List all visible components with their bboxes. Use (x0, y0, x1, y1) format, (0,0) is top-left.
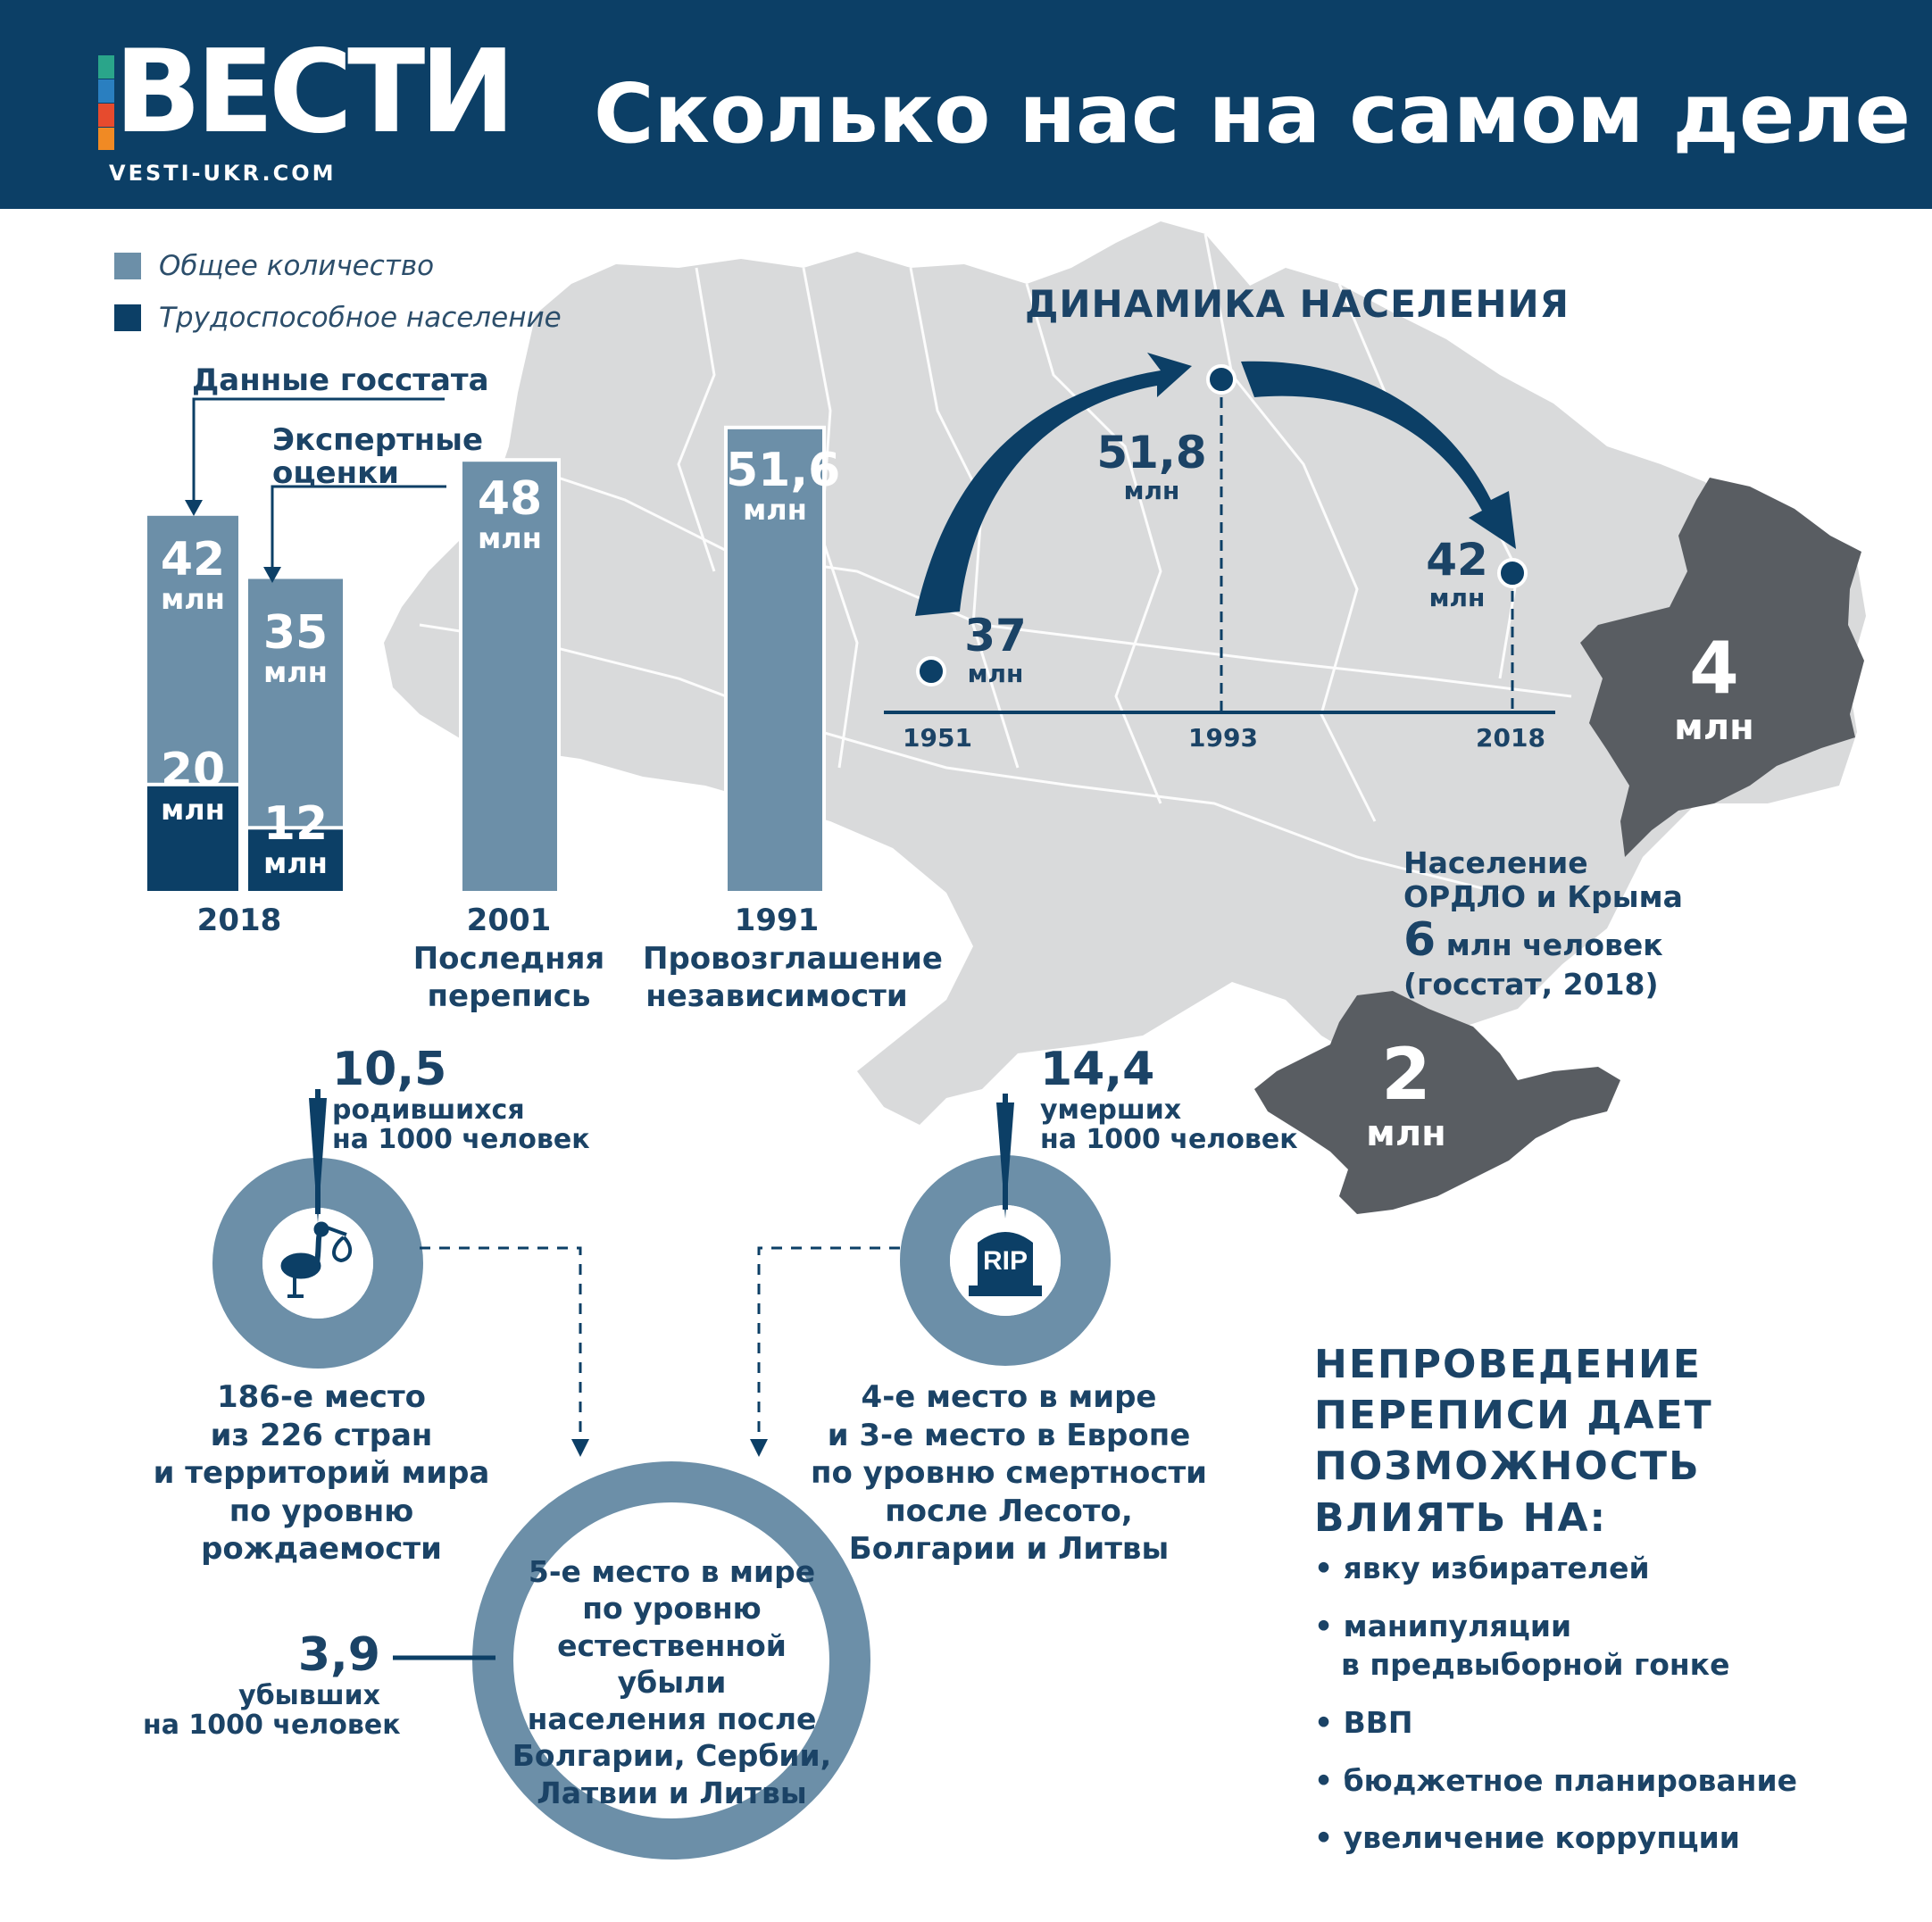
list-item-continuation: в предвыборной гонке (1341, 1646, 1730, 1682)
legend-total (114, 250, 434, 282)
deaths-stat: 14,4 умерших на 1000 человек (1040, 1043, 1298, 1156)
births-rank: 186-е место из 226 стран и территорий мира по уровню рождаемости (153, 1379, 490, 1567)
crimea-value: 2 млн (1366, 1033, 1446, 1154)
bar-value-expert-working: 12 млн (262, 797, 329, 880)
births-stat: 10,5 родившихся на 1000 человек (332, 1043, 590, 1156)
legend-working-swatch (114, 304, 141, 331)
dyn-value-1993: 51,8 млн (1096, 427, 1207, 505)
dyn-value-2018: 42 млн (1426, 534, 1488, 612)
bar-value-gosstat-working: 20 млн (160, 744, 226, 827)
bar-value-expert-total: 35 млн (262, 606, 329, 689)
decline-rank: 5-е место в мире по уровню естественной убыли населения после Болгарии, Сербии, Латвии и Литвы (512, 1554, 832, 1810)
brand-logo: ВЕСТИ (114, 26, 511, 159)
consequences-heading: НЕПРОВЕДЕНИЕ ПЕРЕПИСИ ДАЕТ ПОЗМОЖНОСТЬ ВЛИЯТЬ НА: (1314, 1342, 1713, 1541)
bar-xlabel-1991: 1991 Провозглашение независимости (643, 903, 943, 1014)
consequences-list (1314, 1550, 1797, 1858)
bar-value-1991: 51,6 млн (726, 444, 841, 527)
bar-xlabel-2018: 2018 (196, 903, 282, 938)
list-item: • манипуляции (1314, 1608, 1572, 1643)
dyn-point-0 (918, 658, 945, 685)
list-item: • увеличение коррупции (1314, 1820, 1740, 1856)
list-item: • явку избирателей (1314, 1551, 1650, 1585)
dyn-value-1951: 37 млн (964, 610, 1027, 688)
bar-value-2001: 48 млн (477, 472, 543, 555)
decline-stat: 3,9 убывших на 1000 человек (143, 1628, 401, 1742)
bar-xlabel-2001: 2001 Последняя перепись (412, 903, 605, 1014)
dyn-point-1 (1208, 366, 1235, 393)
legend-total-label: Общее количество (159, 250, 435, 282)
dyn-xlabel-1951: 1951 (903, 723, 972, 753)
legend-working (114, 302, 562, 334)
list-item: • бюджетное планирование (1314, 1762, 1797, 1798)
donbas-value: 4 млн (1674, 627, 1754, 748)
bar-value-gosstat-total: 42 млн (160, 533, 226, 616)
legend-working-label: Трудоспособное население (159, 302, 562, 334)
dynamics-title: ДИНАМИКА НАСЕЛЕНИЯ (1025, 282, 1570, 326)
page-title: Сколько нас на самом деле (594, 66, 1911, 162)
expert-pointer-line (272, 487, 446, 571)
list-item: • ВВП (1314, 1704, 1413, 1740)
dyn-point-2 (1499, 560, 1526, 587)
gosstat-annotation: Данные госстата (192, 362, 489, 398)
expert-annotation: Экспертные оценки (272, 422, 484, 492)
deaths-rank: 4-е место в мире и 3-е место в Европе по уровню смертности после Лесото, Болгарии и Литвы (810, 1379, 1208, 1567)
brand-site: VESTI-UKR.COM (109, 161, 337, 186)
tombstone-text: RIP (982, 1246, 1028, 1276)
legend-total-swatch (114, 253, 141, 279)
occupied-note: Население ОРДЛО и Крыма 6 млн человек (госстат, 2018) (1403, 845, 1683, 1002)
dyn-xlabel-1993: 1993 (1188, 723, 1258, 753)
dyn-xlabel-2018: 2018 (1476, 723, 1545, 753)
